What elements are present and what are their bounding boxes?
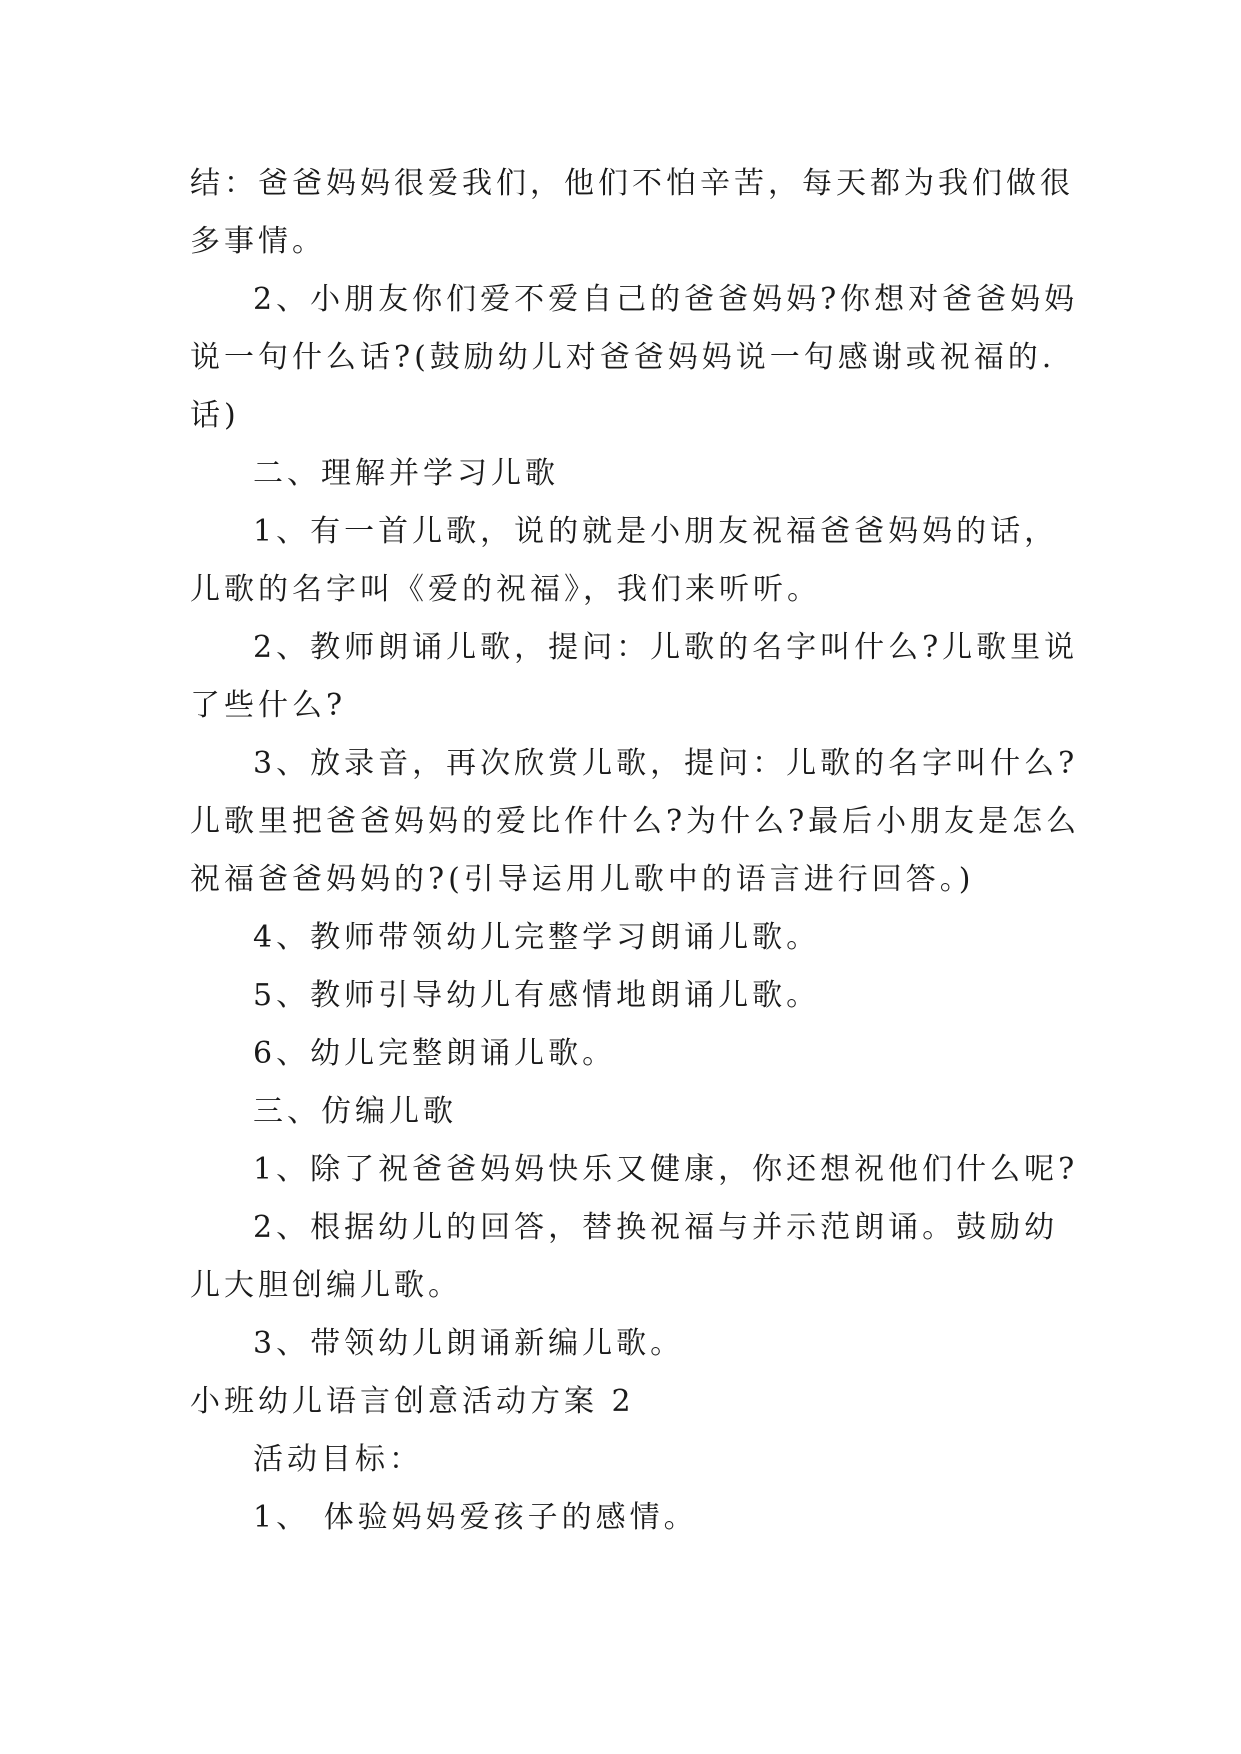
document-subtitle: 小班幼儿语言创意活动方案 2 [190,1384,635,1419]
section-heading: 三、仿编儿歌 [253,1094,457,1129]
text-line: 2、小朋友你们爱不爱自己的爸爸妈妈?你想对爸爸妈妈 [253,282,1079,317]
text-line: 4、教师带领幼儿完整学习朗诵儿歌。 [253,920,821,955]
text-line: 结：爸爸妈妈很爱我们，他们不怕辛苦，每天都为我们做很 [190,166,1074,201]
text-line: 6、幼儿完整朗诵儿歌。 [253,1036,617,1071]
text-line: 儿歌里把爸爸妈妈的爱比作什么?为什么?最后小朋友是怎么 [190,804,1081,839]
text-line: 说一句什么话?(鼓励幼儿对爸爸妈妈说一句感谢或祝福的. [190,340,1056,375]
text-line: 1、除了祝爸爸妈妈快乐又健康，你还想祝他们什么呢? [253,1152,1079,1187]
text-line: 儿大胆创编儿歌。 [190,1268,462,1303]
text-line: 3、带领幼儿朗诵新编儿歌。 [253,1326,685,1361]
section-heading: 二、理解并学习儿歌 [253,456,559,491]
section-heading: 活动目标： [253,1442,423,1477]
text-line: 1、 体验妈妈爱孩子的感情。 [253,1500,698,1535]
text-line: 话) [190,398,240,433]
document-body [190,155,1081,1547]
text-line: 儿歌的名字叫《爱的祝福》，我们来听听。 [190,572,821,607]
text-line: 2、教师朗诵儿歌，提问：儿歌的名字叫什么?儿歌里说 [253,630,1079,665]
text-line: 3、放录音，再次欣赏儿歌，提问：儿歌的名字叫什么? [253,746,1079,781]
text-line: 1、有一首儿歌，说的就是小朋友祝福爸爸妈妈的话， [253,514,1059,549]
text-line: 多事情。 [190,224,326,259]
text-line: 祝福爸爸妈妈的?(引导运用儿歌中的语言进行回答。) [190,862,975,897]
text-line: 了些什么? [190,688,347,723]
text-line: 5、教师引导幼儿有感情地朗诵儿歌。 [253,978,821,1013]
text-line: 2、根据幼儿的回答，替换祝福与并示范朗诵。鼓励幼 [253,1210,1059,1245]
